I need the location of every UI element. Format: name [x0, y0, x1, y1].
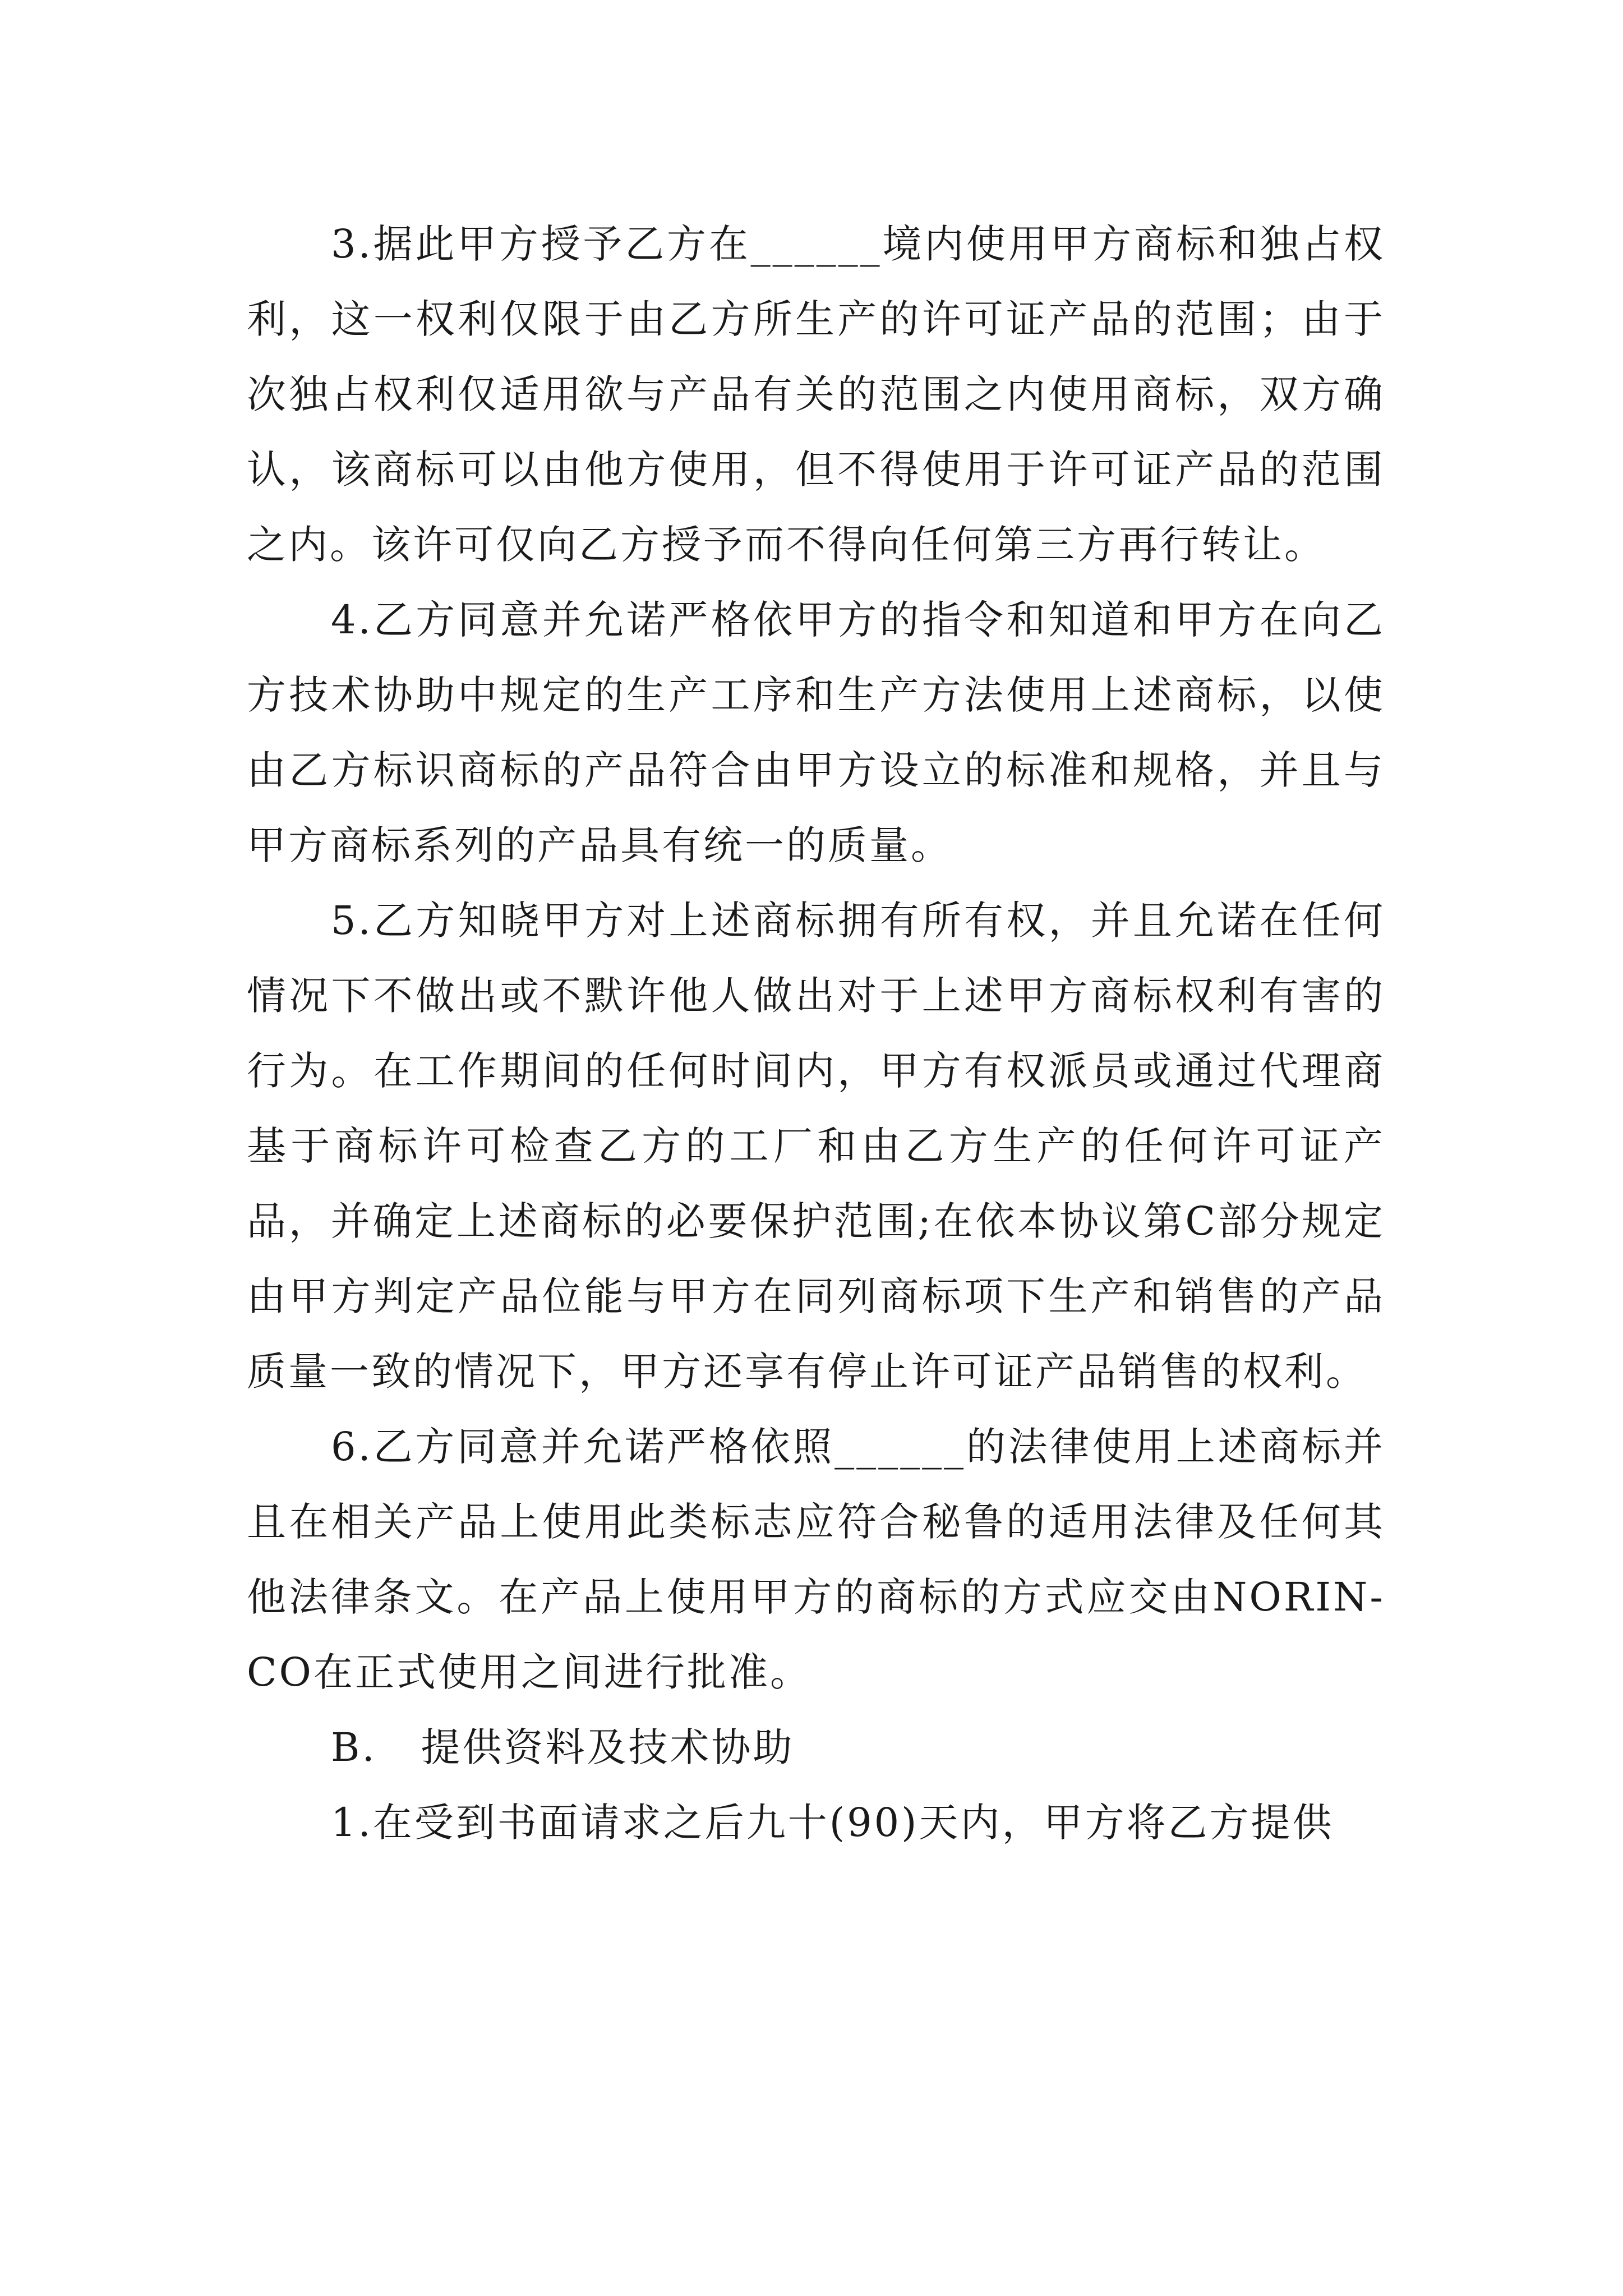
document-body — [247, 206, 1385, 1860]
clause-b1: 1.在受到书面请求之后九十(90)天内，甲方将乙方提供 — [331, 1800, 1334, 1846]
clause-4: 4.乙方同意并允诺严格依甲方的指令和知道和甲方在向乙方技术协助中规定的生产工序和生产方法使用上述商标，以使由乙方标识商标的产品符合由甲方设立的标准和规格，并且与甲方商标系列的产品具有统一的质量。 — [247, 597, 1385, 868]
section-heading-b: B. 提供资料及技术协助 — [331, 1724, 795, 1770]
clause-5: 5.乙方知晓甲方对上述商标拥有所有权，并且允诺在任何情况下不做出或不默许他人做出对于上述甲方商标权利有害的行为。在工作期间的任何时间内，甲方有权派员或通过代理商基于商标许可检查乙方的工厂和由乙方生产的任何许可证产品，并确定上述商标的必要保护范围;在依本协议第C部分规定由甲方判定产品位能与甲方在同列商标项下生产和销售的产品质量一致的情况下，甲方还享有停止许可证产品销售的权利。 — [247, 898, 1385, 1395]
clause-3: 3.据此甲方授予乙方在______境内使用甲方商标和独占权利，这一权利仅限于由乙方所生产的许可证产品的范围；由于次独占权利仅适用欲与产品有关的范围之内使用商标，双方确认，该商标可以由他方使用，但不得使用于许可证产品的范围之内。该许可仅向乙方授予而不得向任何第三方再行转让。 — [247, 221, 1385, 568]
clause-6: 6.乙方同意并允诺严格依照______的法律使用上述商标并且在相关产品上使用此类标志应符合秘鲁的适用法律及任何其他法律条文。在产品上使用甲方的商标的方式应交由NORIN-CO在正式使用之间进行批准。 — [247, 1424, 1385, 1695]
